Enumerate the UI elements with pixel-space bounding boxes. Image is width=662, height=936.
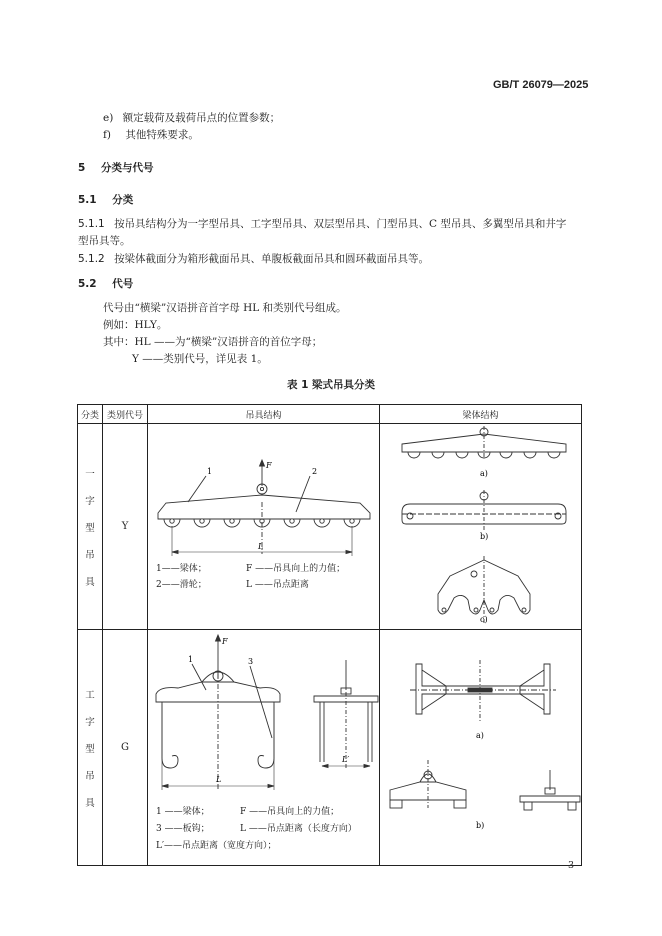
- plate-hook-right: [258, 702, 274, 768]
- callout-2: 2: [312, 467, 318, 476]
- beam-sublabel: b): [476, 821, 485, 830]
- beam-a-right-flange: [520, 664, 550, 714]
- code-cell: Y: [103, 424, 148, 630]
- category-char: 字: [85, 495, 95, 507]
- table-row: [78, 424, 582, 630]
- list-item: [103, 110, 280, 125]
- header-category: 分类: [78, 405, 103, 424]
- beam-sublabel: a): [480, 469, 488, 478]
- list-item-marker: f): [103, 129, 111, 141]
- list-item-marker: e): [103, 112, 114, 124]
- legend: 1——梁体； F ——吊具向上的力值； 2——滑轮； L ——吊点距离: [156, 564, 346, 590]
- subsection-title: 分类: [112, 194, 134, 206]
- clause-number: 5.1.2: [78, 253, 105, 265]
- force-arrow-head: [260, 460, 265, 466]
- beam-a-left-flange: [416, 664, 446, 714]
- callout-1: 1: [207, 467, 213, 476]
- page-number: 3: [568, 860, 575, 871]
- category-char: 一: [85, 468, 95, 480]
- beam-sublabel: b): [480, 532, 489, 541]
- subsection-number: 5.2: [78, 278, 97, 290]
- code-cell: G: [103, 630, 148, 866]
- category-char: 工: [85, 689, 95, 701]
- subsection-title: 代号: [112, 278, 134, 290]
- clause-number: 5.1.1: [78, 218, 105, 230]
- code-line-2: 例如：HLY。: [103, 319, 168, 331]
- beam-cell: [380, 424, 582, 630]
- beam-body: [158, 495, 370, 519]
- category-char: 吊: [85, 549, 95, 561]
- callout-3: 3: [248, 657, 254, 666]
- code-line-1: 代号由“横梁”汉语拼音首字母 HL 和类别代号组成。: [103, 302, 347, 314]
- width-label: L′: [342, 755, 350, 764]
- classification-table: [77, 404, 582, 866]
- list-item-text: 额定载荷及载荷吊点的位置参数；: [122, 112, 281, 124]
- category-char: 字: [85, 716, 95, 728]
- beam-drawings: [380, 630, 582, 862]
- clause-5-1-2: [78, 251, 429, 266]
- header-structure: 吊具结构: [148, 405, 380, 424]
- category-char: 型: [85, 743, 95, 755]
- beam-sublabel: a): [476, 731, 484, 740]
- code-line-4: Y ——类别代号，详见表 1。: [132, 353, 268, 365]
- straight-spreader-drawing: [148, 424, 380, 626]
- structure-cell: [148, 630, 380, 866]
- subsection-number: 5.1: [78, 194, 97, 206]
- category-char: 具: [85, 797, 95, 809]
- category-char: 具: [85, 576, 95, 588]
- clause-text: 按吊具结构分为一字型吊具、工字型吊具、双层型吊具、门型吊具、C 型吊具、多翼型吊具和井字: [114, 218, 567, 230]
- beam-sublabel: c): [480, 615, 488, 624]
- clause-5-1-1: [78, 216, 566, 231]
- category-cell: [78, 630, 103, 866]
- standard-code: GB/T 26079—2025: [493, 79, 589, 91]
- beam-cell: [380, 630, 582, 866]
- structure-cell: [148, 424, 380, 630]
- callout-1: 1: [188, 655, 194, 664]
- subsection-heading: [78, 276, 133, 291]
- force-label: F: [222, 637, 228, 646]
- length-label: L: [216, 775, 222, 784]
- header-beam: 梁体结构: [380, 405, 582, 424]
- force-label: F: [266, 461, 272, 470]
- code-line-3: 其中：HL ——为“横梁”汉语拼音的首位字母；: [103, 336, 323, 348]
- beam-drawings: [380, 424, 582, 626]
- legend: 1 ——梁体； F ——吊具向上的力值； 3 ——板钩； L ——吊点距离（长度方向） L′——吊点距离（宽度方向）；: [156, 807, 357, 851]
- section-heading: [78, 160, 153, 175]
- category-cell: [78, 424, 103, 630]
- plate-hook-left: [162, 702, 178, 768]
- section-title: 分类与代号: [100, 162, 154, 174]
- category-char: 型: [85, 522, 95, 534]
- header-code: 类别代号: [103, 405, 148, 424]
- subsection-heading: [78, 192, 133, 207]
- category-char: 吊: [85, 770, 95, 782]
- list-item: [103, 127, 199, 142]
- length-label: L: [258, 542, 264, 551]
- clause-continuation: 型吊具等。: [78, 235, 131, 247]
- table-header-row: [78, 405, 582, 424]
- table-caption: 表 1 梁式吊具分类: [286, 379, 376, 391]
- list-item-text: 其他特殊要求。: [125, 129, 199, 141]
- table-row: [78, 630, 582, 866]
- clause-text: 按梁体截面分为箱形截面吊具、单腹板截面吊具和圆环截面吊具等。: [114, 253, 430, 265]
- section-number: 5: [78, 162, 86, 174]
